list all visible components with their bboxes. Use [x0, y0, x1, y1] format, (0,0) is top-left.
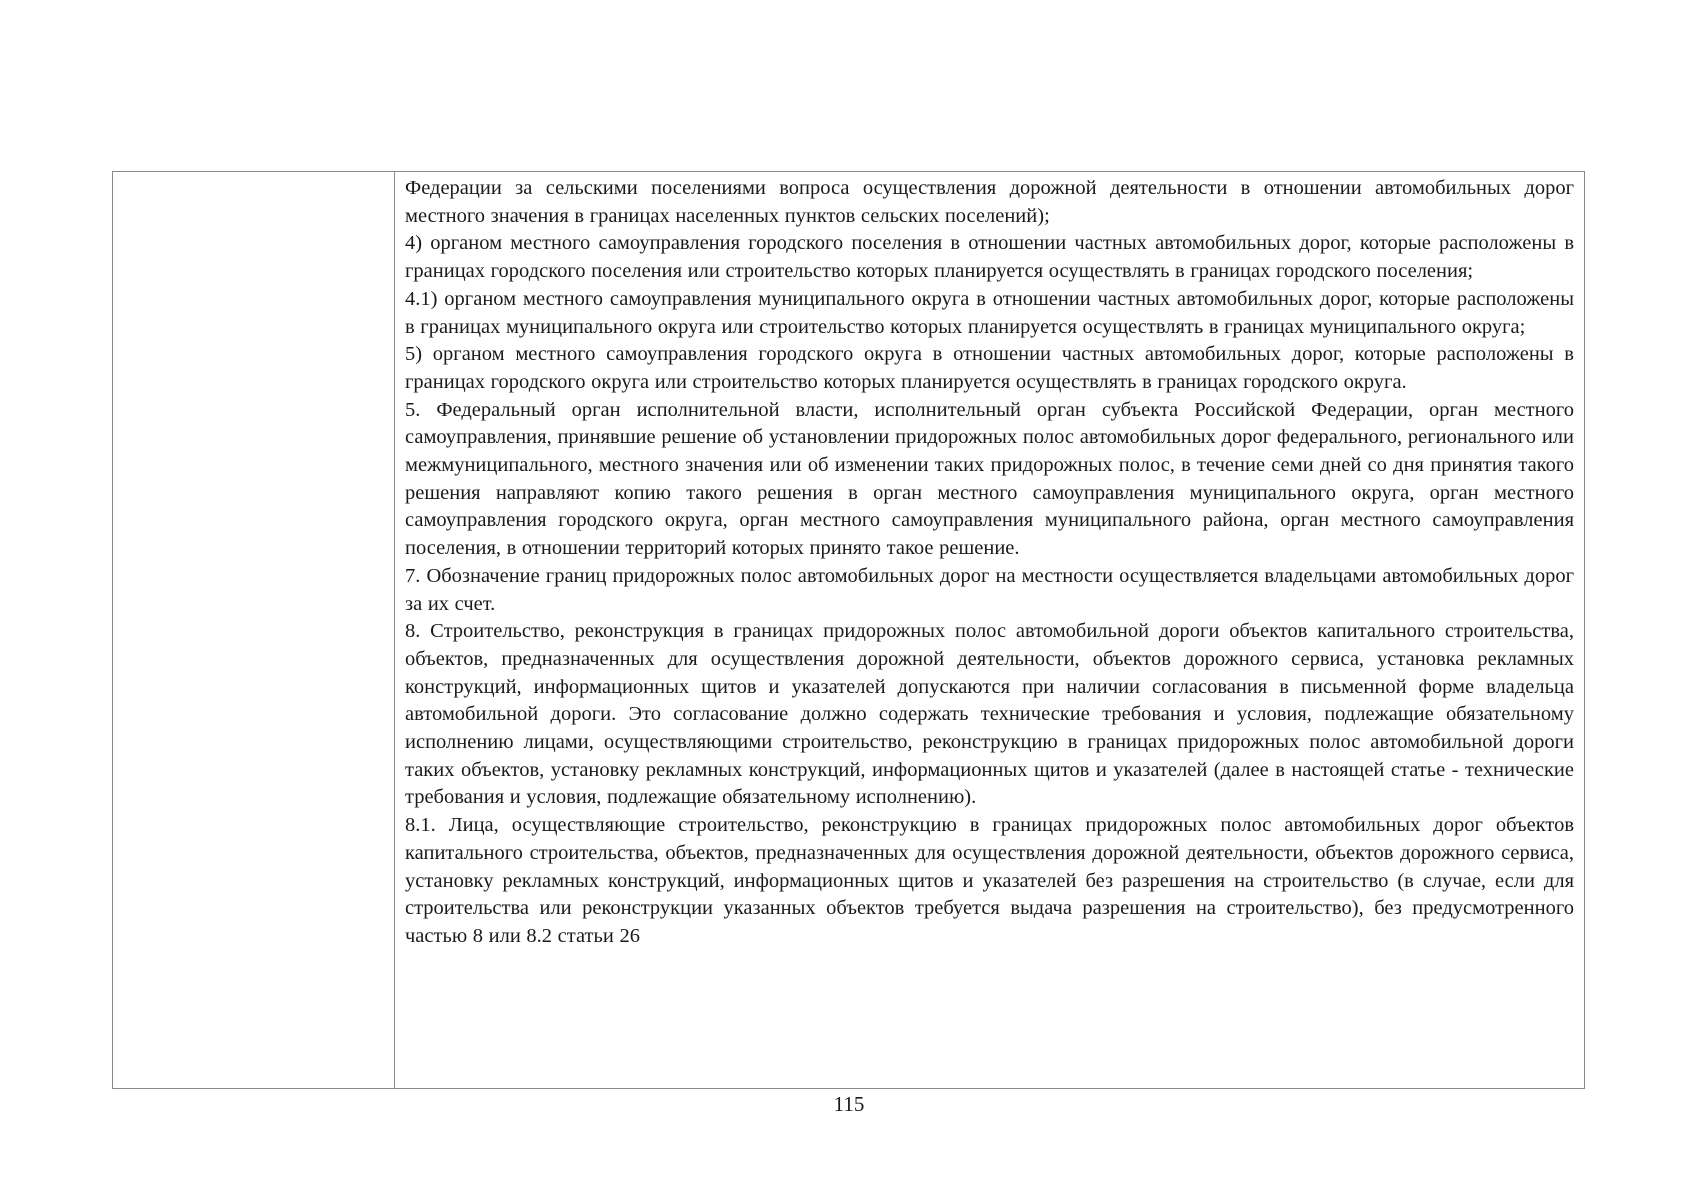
paragraph-part-7: 7. Обозначение границ придорожных полос автомобильных дорог на местности осуществляется владельцами автомобильных дорог за их счет. — [405, 564, 1574, 615]
paragraph-continuation: Федерации за сельскими поселениями вопроса осуществления дорожной деятельности в отношении автомобильных дорог местного значения в границах населенных пунктов сельских поселений); — [405, 177, 1574, 227]
table-text-cell — [395, 172, 1584, 1088]
paragraph-part-5: 5. Федеральный орган исполнительной власти, исполнительный орган субъекта Российской Федерации, орган местного самоуправления, принявшие решение об установлении придорожных полос автомобильных дорог федерального, регионального или межмуниципального, местного значения или об изменении таких придорожных полос, в течение семи дней со дня принятия такого решения направляют копию такого решения в орган местного самоуправления муниципального округа, орган местного самоуправления городского округа, орган местного самоуправления муниципального района, орган местного самоуправления поселения, в отношении территорий которых принято такое решение. — [405, 398, 1574, 560]
paragraph-item-4-1: 4.1) органом местного самоуправления муниципального округа в отношении частных автомобильных дорог, которые расположены в границах муниципального округа или строительство которых планируется осуществлять в границах муниципального округа; — [405, 287, 1574, 338]
table-left-cell — [113, 172, 395, 1088]
page-number: 115 — [833, 1092, 865, 1116]
paragraph-item-4: 4) органом местного самоуправления городского поселения в отношении частных автомобильных дорог, которые расположены в границах городского поселения или строительство которых планируется осуществлять в границах городского поселения; — [405, 232, 1574, 283]
paragraph-item-5-subclause: 5) органом местного самоуправления городского округа в отношении частных автомобильных дорог, которые расположены в границах городского округа или строительство которых планируется осуществлять в границах городского округа. — [405, 343, 1574, 393]
paragraph-part-8-1: 8.1. Лица, осуществляющие строительство, реконструкцию в границах придорожных полос автомобильных дорог объектов капитального строительства, объектов, предназначенных для осуществления дорожной деятельности, объектов дорожного сервиса, установку рекламных конструкций, информационных щитов и указателей без разрешения на строительство (в случае, если для строительства или реконструкции указанных объектов требуется выдача разрешения на строительство), без предусмотренного частью 8 или 8.2 статьи 26 — [405, 814, 1574, 947]
document-table — [112, 171, 1585, 1089]
paragraph-part-8: 8. Строительство, реконструкция в границах придорожных полос автомобильной дороги объектов капитального строительства, объектов, предназначенных для осуществления дорожной деятельности, объектов дорожного сервиса, установка рекламных конструкций, информационных щитов и указателей допускаются при наличии согласования в письменной форме владельца автомобильной дороги. Это согласование должно содержать технические требования и условия, подлежащие обязательному исполнению лицами, осуществляющими строительство, реконструкцию в границах придорожных полос автомобильной дороги таких объектов, установку рекламных конструкций, информационных щитов и указателей (далее в настоящей статье - технические требования и условия, подлежащие обязательному исполнению). — [405, 620, 1574, 809]
